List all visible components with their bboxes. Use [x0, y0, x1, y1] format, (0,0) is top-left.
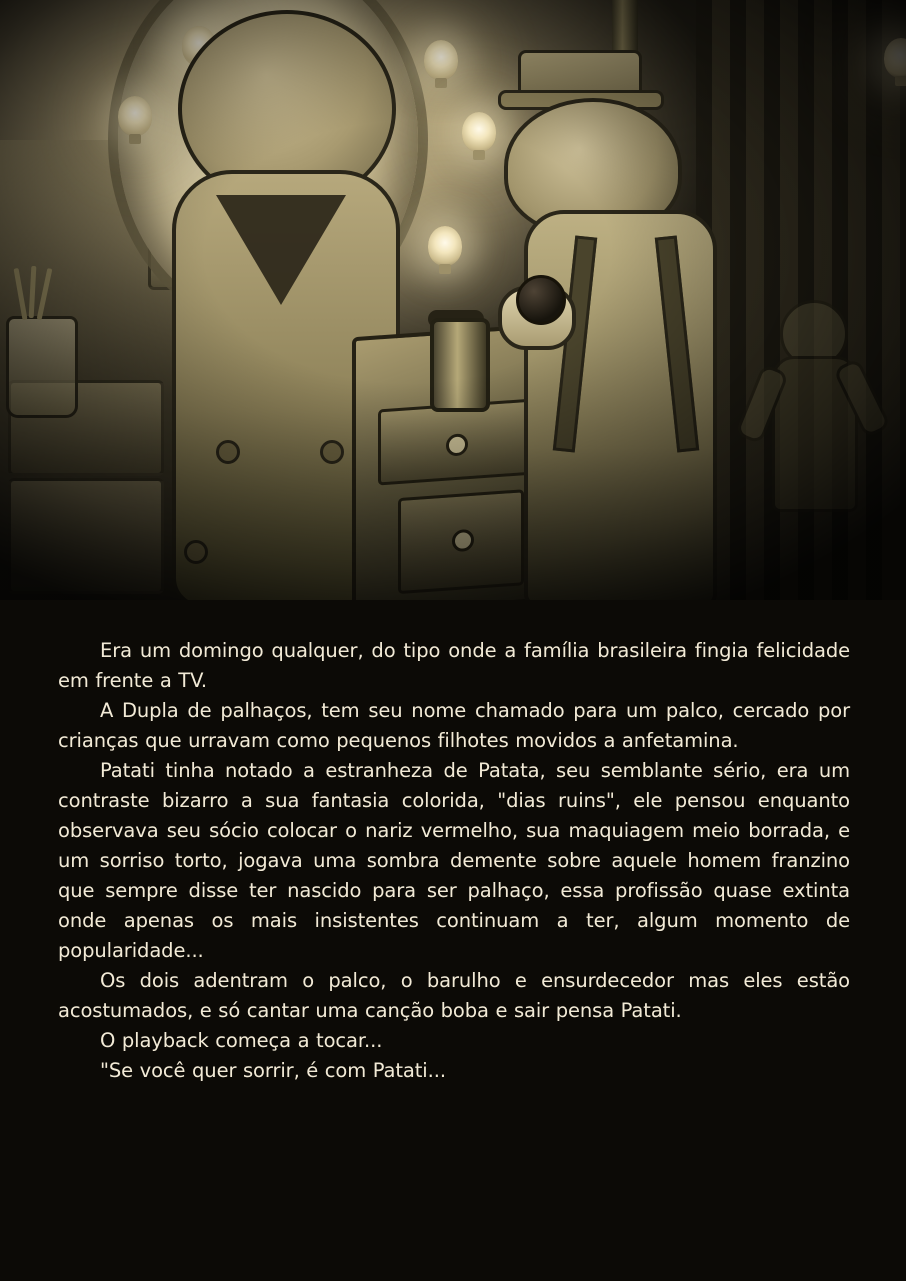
red-nose-icon [516, 275, 566, 325]
costume-button [216, 440, 240, 464]
radio-body [430, 318, 490, 412]
drawer [8, 478, 164, 594]
makeup-jar [6, 316, 78, 418]
paragraph: Era um domingo qualquer, do tipo onde a família brasileira fingia felicidade em frente a TV. [58, 639, 850, 692]
costume-button [320, 440, 344, 464]
paragraph: O playback começa a tocar... [100, 1029, 383, 1052]
clown-with-hat [490, 50, 740, 600]
light-bulb-icon [428, 226, 462, 266]
light-bulb-icon [118, 96, 152, 136]
illustration-panel [0, 0, 906, 600]
costume-button [184, 540, 208, 564]
light-bulb-icon [884, 38, 906, 78]
story-body [58, 636, 850, 1086]
paragraph: Os dois adentram o palco, o barulho e ensurdecedor mas eles estão acostumados, e só cantar uma canção boba e sair pensa Patati. [58, 969, 850, 1022]
paragraph: Patati tinha notado a estranheza de Patata, seu semblante sério, era um contraste bizarro a sua fantasia colorida, "dias ruins", ele pensou enquanto observava seu sócio colocar o nariz vermelho, sua maquiagem meio borrada, e um sorriso torto, jogava uma sombra demente sobre aquele homem franzino que sempre disse ter nascido para ser palhaço, essa profissão quase extinta onde apenas os mais insistentes continuam a ter, algum momento de popularidade... [58, 759, 850, 962]
child-in-background [756, 300, 876, 560]
story-text-area [0, 600, 906, 1281]
light-bulb-icon [424, 40, 458, 80]
paragraph: A Dupla de palhaços, tem seu nome chamado para um palco, cercado por crianças que urravam como pequenos filhotes movidos a anfetamina. [58, 699, 850, 752]
paragraph: "Se você quer sorrir, é com Patati... [100, 1059, 446, 1082]
